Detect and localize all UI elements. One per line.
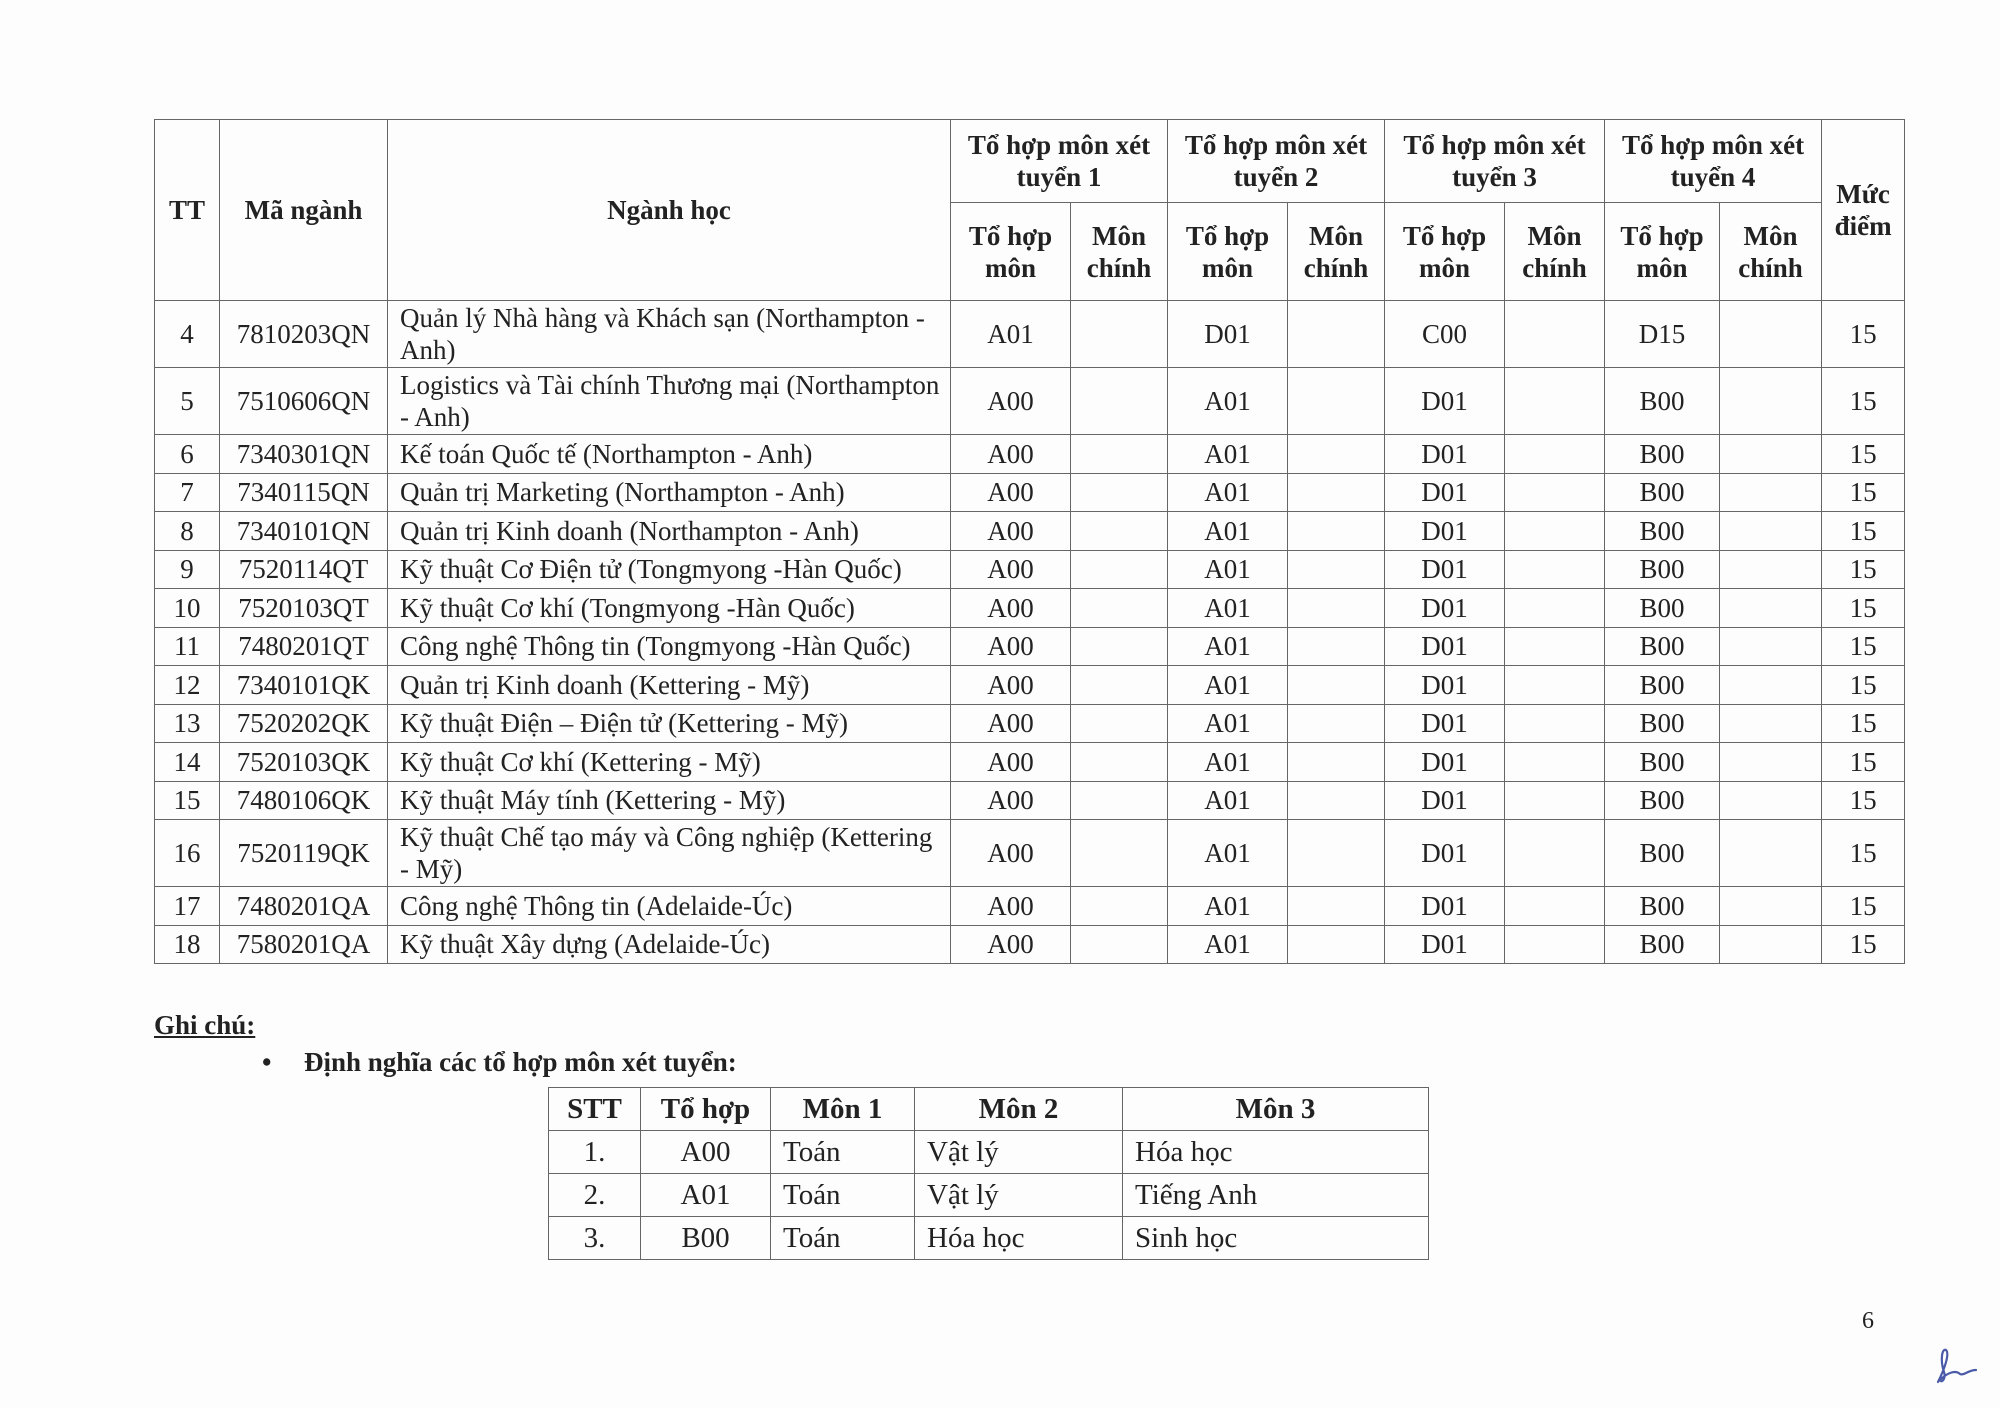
cell-to-hop-4: D15 — [1605, 301, 1720, 368]
def-cell-to-hop: A01 — [641, 1174, 771, 1217]
cell-to-hop-1: A00 — [951, 820, 1071, 887]
cell-mon-chinh-3 — [1505, 704, 1605, 743]
table-row — [155, 743, 1905, 782]
cell-mon-chinh-3 — [1505, 435, 1605, 474]
cell-mon-chinh-1 — [1071, 925, 1168, 964]
cell-muc-diem: 15 — [1822, 368, 1905, 435]
definition-header-row — [549, 1088, 1429, 1131]
cell-ma-nganh: 7520103QK — [220, 743, 388, 782]
cell-to-hop-2: A01 — [1168, 512, 1288, 551]
cell-nganh-hoc: Quản lý Nhà hàng và Khách sạn (Northampton - Anh) — [388, 301, 951, 368]
cell-mon-chinh-3 — [1505, 589, 1605, 628]
cell-ma-nganh: 7480106QK — [220, 781, 388, 820]
header-tt: TT — [155, 120, 220, 301]
cell-mon-chinh-1 — [1071, 781, 1168, 820]
cell-muc-diem: 15 — [1822, 550, 1905, 589]
table-row — [155, 627, 1905, 666]
cell-muc-diem: 15 — [1822, 589, 1905, 628]
cell-tt: 4 — [155, 301, 220, 368]
cell-to-hop-2: A01 — [1168, 435, 1288, 474]
subheader-to-hop-mon: Tổ hợp môn — [1605, 203, 1720, 301]
cell-tt: 8 — [155, 512, 220, 551]
cell-to-hop-4: B00 — [1605, 704, 1720, 743]
cell-to-hop-1: A00 — [951, 925, 1071, 964]
cell-to-hop-3: D01 — [1385, 925, 1505, 964]
cell-mon-chinh-2 — [1288, 627, 1385, 666]
cell-mon-chinh-2 — [1288, 473, 1385, 512]
table-row — [155, 887, 1905, 926]
cell-mon-chinh-4 — [1720, 550, 1822, 589]
cell-mon-chinh-4 — [1720, 820, 1822, 887]
cell-tt: 12 — [155, 666, 220, 705]
cell-to-hop-1: A00 — [951, 704, 1071, 743]
def-cell-to-hop: B00 — [641, 1217, 771, 1260]
cell-mon-chinh-3 — [1505, 301, 1605, 368]
cell-mon-chinh-3 — [1505, 743, 1605, 782]
cell-mon-chinh-3 — [1505, 887, 1605, 926]
table-row — [155, 368, 1905, 435]
cell-mon-chinh-2 — [1288, 550, 1385, 589]
cell-to-hop-4: B00 — [1605, 473, 1720, 512]
cell-ma-nganh: 7340101QN — [220, 512, 388, 551]
cell-to-hop-1: A00 — [951, 550, 1071, 589]
cell-to-hop-3: D01 — [1385, 887, 1505, 926]
cell-tt: 14 — [155, 743, 220, 782]
cell-ma-nganh: 7480201QA — [220, 887, 388, 926]
cell-to-hop-3: C00 — [1385, 301, 1505, 368]
cell-mon-chinh-4 — [1720, 666, 1822, 705]
cell-tt: 16 — [155, 820, 220, 887]
cell-tt: 13 — [155, 704, 220, 743]
cell-mon-chinh-2 — [1288, 743, 1385, 782]
cell-tt: 18 — [155, 925, 220, 964]
cell-mon-chinh-1 — [1071, 550, 1168, 589]
table-row — [155, 550, 1905, 589]
cell-mon-chinh-1 — [1071, 301, 1168, 368]
cell-to-hop-2: A01 — [1168, 666, 1288, 705]
cell-mon-chinh-1 — [1071, 704, 1168, 743]
cell-mon-chinh-1 — [1071, 627, 1168, 666]
cell-mon-chinh-3 — [1505, 781, 1605, 820]
def-cell-stt: 2. — [549, 1174, 641, 1217]
cell-mon-chinh-4 — [1720, 435, 1822, 474]
cell-mon-chinh-2 — [1288, 820, 1385, 887]
subheader-mon-chinh: Môn chính — [1288, 203, 1385, 301]
cell-to-hop-3: D01 — [1385, 704, 1505, 743]
header-nganh-hoc: Ngành học — [388, 120, 951, 301]
cell-to-hop-3: D01 — [1385, 820, 1505, 887]
admission-majors-table — [154, 119, 1905, 964]
cell-to-hop-4: B00 — [1605, 435, 1720, 474]
cell-ma-nganh: 7580201QA — [220, 925, 388, 964]
cell-to-hop-4: B00 — [1605, 743, 1720, 782]
cell-to-hop-3: D01 — [1385, 473, 1505, 512]
cell-to-hop-4: B00 — [1605, 368, 1720, 435]
def-cell-mon2: Vật lý — [915, 1174, 1123, 1217]
cell-ma-nganh: 7340101QK — [220, 666, 388, 705]
table-row — [155, 301, 1905, 368]
cell-to-hop-2: A01 — [1168, 473, 1288, 512]
cell-mon-chinh-1 — [1071, 589, 1168, 628]
majors-table-body — [155, 301, 1905, 964]
cell-to-hop-3: D01 — [1385, 666, 1505, 705]
cell-tt: 9 — [155, 550, 220, 589]
cell-mon-chinh-3 — [1505, 627, 1605, 666]
subheader-mon-chinh: Môn chính — [1071, 203, 1168, 301]
cell-to-hop-3: D01 — [1385, 589, 1505, 628]
cell-ma-nganh: 7520119QK — [220, 820, 388, 887]
cell-mon-chinh-4 — [1720, 512, 1822, 551]
cell-to-hop-1: A00 — [951, 887, 1071, 926]
notes-bullet — [262, 1047, 737, 1078]
cell-tt: 5 — [155, 368, 220, 435]
cell-mon-chinh-3 — [1505, 473, 1605, 512]
cell-to-hop-2: A01 — [1168, 781, 1288, 820]
cell-ma-nganh: 7810203QN — [220, 301, 388, 368]
header-muc-diem: Mức điểm — [1822, 120, 1905, 301]
cell-mon-chinh-3 — [1505, 820, 1605, 887]
cell-nganh-hoc: Kỹ thuật Cơ Điện tử (Tongmyong -Hàn Quốc) — [388, 550, 951, 589]
cell-to-hop-2: A01 — [1168, 704, 1288, 743]
cell-tt: 11 — [155, 627, 220, 666]
def-cell-mon3: Tiếng Anh — [1123, 1174, 1429, 1217]
cell-to-hop-2: A01 — [1168, 925, 1288, 964]
cell-to-hop-3: D01 — [1385, 781, 1505, 820]
cell-to-hop-4: B00 — [1605, 820, 1720, 887]
cell-muc-diem: 15 — [1822, 704, 1905, 743]
cell-tt: 17 — [155, 887, 220, 926]
cell-nganh-hoc: Kỹ thuật Xây dựng (Adelaide-Úc) — [388, 925, 951, 964]
cell-mon-chinh-1 — [1071, 368, 1168, 435]
cell-mon-chinh-1 — [1071, 512, 1168, 551]
def-header-mon2: Môn 2 — [915, 1088, 1123, 1131]
definition-row — [549, 1131, 1429, 1174]
cell-nganh-hoc: Kỹ thuật Chế tạo máy và Công nghiệp (Kettering - Mỹ) — [388, 820, 951, 887]
cell-to-hop-4: B00 — [1605, 512, 1720, 551]
cell-mon-chinh-2 — [1288, 666, 1385, 705]
cell-mon-chinh-1 — [1071, 743, 1168, 782]
cell-mon-chinh-4 — [1720, 473, 1822, 512]
table-row — [155, 589, 1905, 628]
cell-mon-chinh-2 — [1288, 512, 1385, 551]
cell-tt: 15 — [155, 781, 220, 820]
cell-to-hop-1: A01 — [951, 301, 1071, 368]
cell-to-hop-3: D01 — [1385, 512, 1505, 551]
cell-mon-chinh-3 — [1505, 368, 1605, 435]
def-header-stt: STT — [549, 1088, 641, 1131]
cell-mon-chinh-4 — [1720, 887, 1822, 926]
table-row — [155, 435, 1905, 474]
combination-definition-table — [548, 1087, 1429, 1260]
header-ma-nganh: Mã ngành — [220, 120, 388, 301]
table-row — [155, 781, 1905, 820]
signature-initial-icon — [1930, 1340, 1990, 1390]
cell-to-hop-4: B00 — [1605, 666, 1720, 705]
def-header-mon3: Môn 3 — [1123, 1088, 1429, 1131]
cell-to-hop-2: A01 — [1168, 627, 1288, 666]
cell-nganh-hoc: Quản trị Marketing (Northampton - Anh) — [388, 473, 951, 512]
cell-mon-chinh-3 — [1505, 512, 1605, 551]
cell-muc-diem: 15 — [1822, 627, 1905, 666]
cell-to-hop-1: A00 — [951, 435, 1071, 474]
cell-mon-chinh-2 — [1288, 368, 1385, 435]
def-cell-to-hop: A00 — [641, 1131, 771, 1174]
cell-mon-chinh-4 — [1720, 704, 1822, 743]
cell-to-hop-4: B00 — [1605, 781, 1720, 820]
cell-mon-chinh-2 — [1288, 781, 1385, 820]
cell-nganh-hoc: Kế toán Quốc tế (Northampton - Anh) — [388, 435, 951, 474]
cell-to-hop-1: A00 — [951, 589, 1071, 628]
cell-mon-chinh-2 — [1288, 301, 1385, 368]
cell-to-hop-4: B00 — [1605, 550, 1720, 589]
cell-nganh-hoc: Kỹ thuật Điện – Điện tử (Kettering - Mỹ) — [388, 704, 951, 743]
table-row — [155, 704, 1905, 743]
cell-to-hop-1: A00 — [951, 368, 1071, 435]
cell-mon-chinh-1 — [1071, 473, 1168, 512]
cell-mon-chinh-2 — [1288, 435, 1385, 474]
cell-to-hop-4: B00 — [1605, 589, 1720, 628]
cell-mon-chinh-1 — [1071, 887, 1168, 926]
cell-ma-nganh: 7520114QT — [220, 550, 388, 589]
definition-row — [549, 1174, 1429, 1217]
def-cell-mon3: Hóa học — [1123, 1131, 1429, 1174]
cell-to-hop-1: A00 — [951, 666, 1071, 705]
cell-to-hop-2: A01 — [1168, 550, 1288, 589]
cell-to-hop-3: D01 — [1385, 368, 1505, 435]
header-to-hop-4: Tổ hợp môn xét tuyển 4 — [1605, 120, 1822, 203]
cell-to-hop-2: A01 — [1168, 743, 1288, 782]
table-row — [155, 925, 1905, 964]
cell-nganh-hoc: Quản trị Kinh doanh (Northampton - Anh) — [388, 512, 951, 551]
cell-ma-nganh: 7510606QN — [220, 368, 388, 435]
cell-to-hop-2: A01 — [1168, 368, 1288, 435]
cell-to-hop-1: A00 — [951, 781, 1071, 820]
cell-nganh-hoc: Kỹ thuật Cơ khí (Tongmyong -Hàn Quốc) — [388, 589, 951, 628]
cell-mon-chinh-1 — [1071, 435, 1168, 474]
subheader-mon-chinh: Môn chính — [1720, 203, 1822, 301]
cell-to-hop-1: A00 — [951, 473, 1071, 512]
page-number: 6 — [1862, 1308, 1874, 1334]
cell-mon-chinh-2 — [1288, 887, 1385, 926]
cell-to-hop-2: D01 — [1168, 301, 1288, 368]
cell-ma-nganh: 7340301QN — [220, 435, 388, 474]
def-cell-mon1: Toán — [771, 1131, 915, 1174]
cell-nganh-hoc: Công nghệ Thông tin (Adelaide-Úc) — [388, 887, 951, 926]
definition-table-body — [549, 1131, 1429, 1260]
def-header-mon1: Môn 1 — [771, 1088, 915, 1131]
def-cell-mon1: Toán — [771, 1174, 915, 1217]
cell-mon-chinh-2 — [1288, 925, 1385, 964]
def-cell-mon2: Hóa học — [915, 1217, 1123, 1260]
cell-mon-chinh-1 — [1071, 820, 1168, 887]
def-cell-mon3: Sinh học — [1123, 1217, 1429, 1260]
cell-to-hop-3: D01 — [1385, 743, 1505, 782]
subheader-to-hop-mon: Tổ hợp môn — [1168, 203, 1288, 301]
cell-nganh-hoc: Kỹ thuật Máy tính (Kettering - Mỹ) — [388, 781, 951, 820]
subheader-to-hop-mon: Tổ hợp môn — [1385, 203, 1505, 301]
table-row — [155, 820, 1905, 887]
cell-ma-nganh: 7520103QT — [220, 589, 388, 628]
cell-muc-diem: 15 — [1822, 666, 1905, 705]
cell-ma-nganh: 7520202QK — [220, 704, 388, 743]
cell-nganh-hoc: Kỹ thuật Cơ khí (Kettering - Mỹ) — [388, 743, 951, 782]
cell-nganh-hoc: Logistics và Tài chính Thương mại (Northampton - Anh) — [388, 368, 951, 435]
cell-mon-chinh-4 — [1720, 589, 1822, 628]
cell-mon-chinh-4 — [1720, 627, 1822, 666]
cell-muc-diem: 15 — [1822, 781, 1905, 820]
def-cell-mon2: Vật lý — [915, 1131, 1123, 1174]
cell-muc-diem: 15 — [1822, 301, 1905, 368]
bullet-icon: • — [262, 1047, 272, 1077]
cell-to-hop-1: A00 — [951, 743, 1071, 782]
cell-to-hop-2: A01 — [1168, 589, 1288, 628]
cell-to-hop-3: D01 — [1385, 550, 1505, 589]
cell-mon-chinh-3 — [1505, 550, 1605, 589]
cell-nganh-hoc: Quản trị Kinh doanh (Kettering - Mỹ) — [388, 666, 951, 705]
cell-to-hop-1: A00 — [951, 512, 1071, 551]
cell-muc-diem: 15 — [1822, 820, 1905, 887]
cell-mon-chinh-4 — [1720, 925, 1822, 964]
notes-bullet-text: Định nghĩa các tổ hợp môn xét tuyển: — [304, 1047, 737, 1077]
def-cell-stt: 3. — [549, 1217, 641, 1260]
header-to-hop-1: Tổ hợp môn xét tuyển 1 — [951, 120, 1168, 203]
def-cell-stt: 1. — [549, 1131, 641, 1174]
cell-nganh-hoc: Công nghệ Thông tin (Tongmyong -Hàn Quốc) — [388, 627, 951, 666]
cell-to-hop-1: A00 — [951, 627, 1071, 666]
cell-to-hop-2: A01 — [1168, 887, 1288, 926]
cell-mon-chinh-4 — [1720, 301, 1822, 368]
cell-ma-nganh: 7340115QN — [220, 473, 388, 512]
cell-mon-chinh-4 — [1720, 781, 1822, 820]
definition-row — [549, 1217, 1429, 1260]
cell-to-hop-4: B00 — [1605, 887, 1720, 926]
cell-mon-chinh-2 — [1288, 704, 1385, 743]
header-to-hop-2: Tổ hợp môn xét tuyển 2 — [1168, 120, 1385, 203]
cell-muc-diem: 15 — [1822, 743, 1905, 782]
cell-muc-diem: 15 — [1822, 512, 1905, 551]
header-to-hop-3: Tổ hợp môn xét tuyển 3 — [1385, 120, 1605, 203]
cell-tt: 6 — [155, 435, 220, 474]
cell-mon-chinh-3 — [1505, 925, 1605, 964]
cell-to-hop-4: B00 — [1605, 925, 1720, 964]
cell-to-hop-3: D01 — [1385, 435, 1505, 474]
def-cell-mon1: Toán — [771, 1217, 915, 1260]
cell-ma-nganh: 7480201QT — [220, 627, 388, 666]
cell-mon-chinh-4 — [1720, 743, 1822, 782]
notes-label: Ghi chú: — [154, 1010, 256, 1040]
table-row — [155, 512, 1905, 551]
cell-to-hop-2: A01 — [1168, 820, 1288, 887]
cell-to-hop-3: D01 — [1385, 627, 1505, 666]
cell-muc-diem: 15 — [1822, 435, 1905, 474]
cell-tt: 10 — [155, 589, 220, 628]
cell-muc-diem: 15 — [1822, 887, 1905, 926]
cell-muc-diem: 15 — [1822, 925, 1905, 964]
cell-to-hop-4: B00 — [1605, 627, 1720, 666]
cell-mon-chinh-3 — [1505, 666, 1605, 705]
cell-muc-diem: 15 — [1822, 473, 1905, 512]
subheader-to-hop-mon: Tổ hợp môn — [951, 203, 1071, 301]
cell-mon-chinh-4 — [1720, 368, 1822, 435]
table-row — [155, 666, 1905, 705]
cell-mon-chinh-1 — [1071, 666, 1168, 705]
cell-mon-chinh-2 — [1288, 589, 1385, 628]
def-header-to-hop: Tổ hợp — [641, 1088, 771, 1131]
table-row — [155, 473, 1905, 512]
header-row-top — [155, 120, 1905, 203]
cell-tt: 7 — [155, 473, 220, 512]
subheader-mon-chinh: Môn chính — [1505, 203, 1605, 301]
